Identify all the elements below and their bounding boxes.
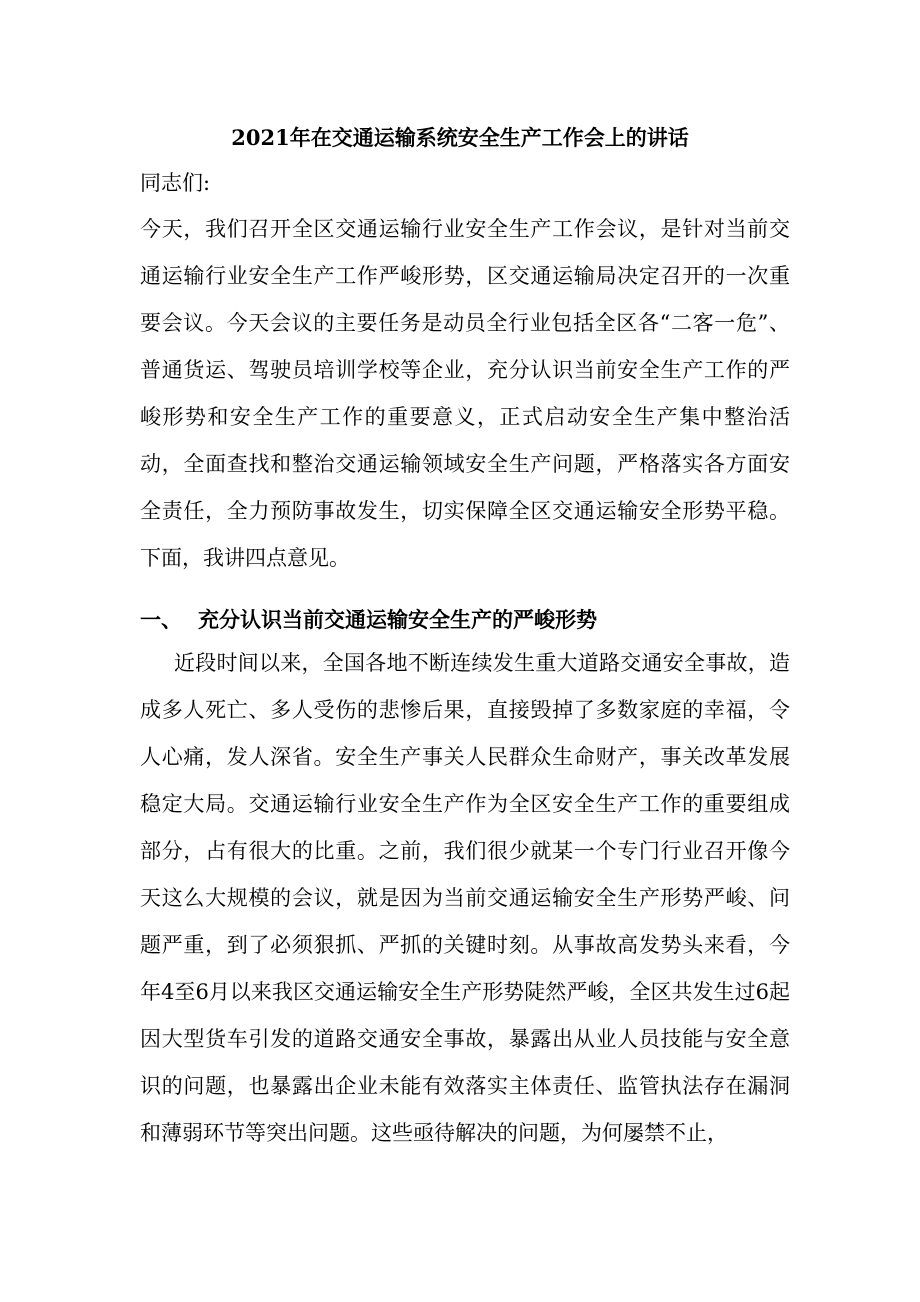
intro-paragraph: 今天，我们召开全区交通运输行业安全生产工作会议，是针对当前交通运输行业安全生产工作严峻形势，区交通运输局决定召开的一次重要会议。今天会议的主要任务是动员全行业包括全区各“二客一危”、普通货运、驾驶员培训学校等企业，充分认识当前安全生产工作的严峻形势和安全生产工作的重要意义，正式启动安全生产集中整治活动，全面查找和整治交通运输领域安全生产问题，严格落实各方面安全责任，全力预防事故发生，切实保障全区交通运输安全形势平稳。下面，我讲四点意见。 [140,217,790,570]
salutation: 同志们: [140,171,211,195]
document-title: 2021年在交通运输系统安全生产工作会上的讲话 [231,125,689,150]
section-heading-text: 充分认识当前交通运输安全生产的严峻形势 [198,607,597,632]
section-paragraph: 近段时间以来，全国各地不断连续发生重大道路交通安全事故，造成多人死亡、多人受伤的悲惨后果，直接毁掉了多数家庭的幸福，令人心痛，发人深省。安全生产事关人民群众生命财产，事关改革发展稳定大局。交通运输行业安全生产作为全区安全生产工作的重要组成部分，占有很大的比重。之前，我们很少就某一个专门行业召开像今天这么大规模的会议，就是因为当前交通运输安全生产形势严峻、问题严重，到了必须狠抓、严抓的关键时刻。从事故高发势头来看，今年4至6月以来我区交通运输安全生产形势陡然严峻，全区共发生过6起因大型货车引发的道路交通安全事故，暴露出从业人员技能与安全意识的问题，也暴露出企业未能有效落实主体责任、监管执法存在漏洞和薄弱环节等突出问题。这些亟待解决的问题，为何屡禁不止， [140,651,790,1145]
section-number: 一、 [140,607,182,632]
section-heading [140,598,597,642]
